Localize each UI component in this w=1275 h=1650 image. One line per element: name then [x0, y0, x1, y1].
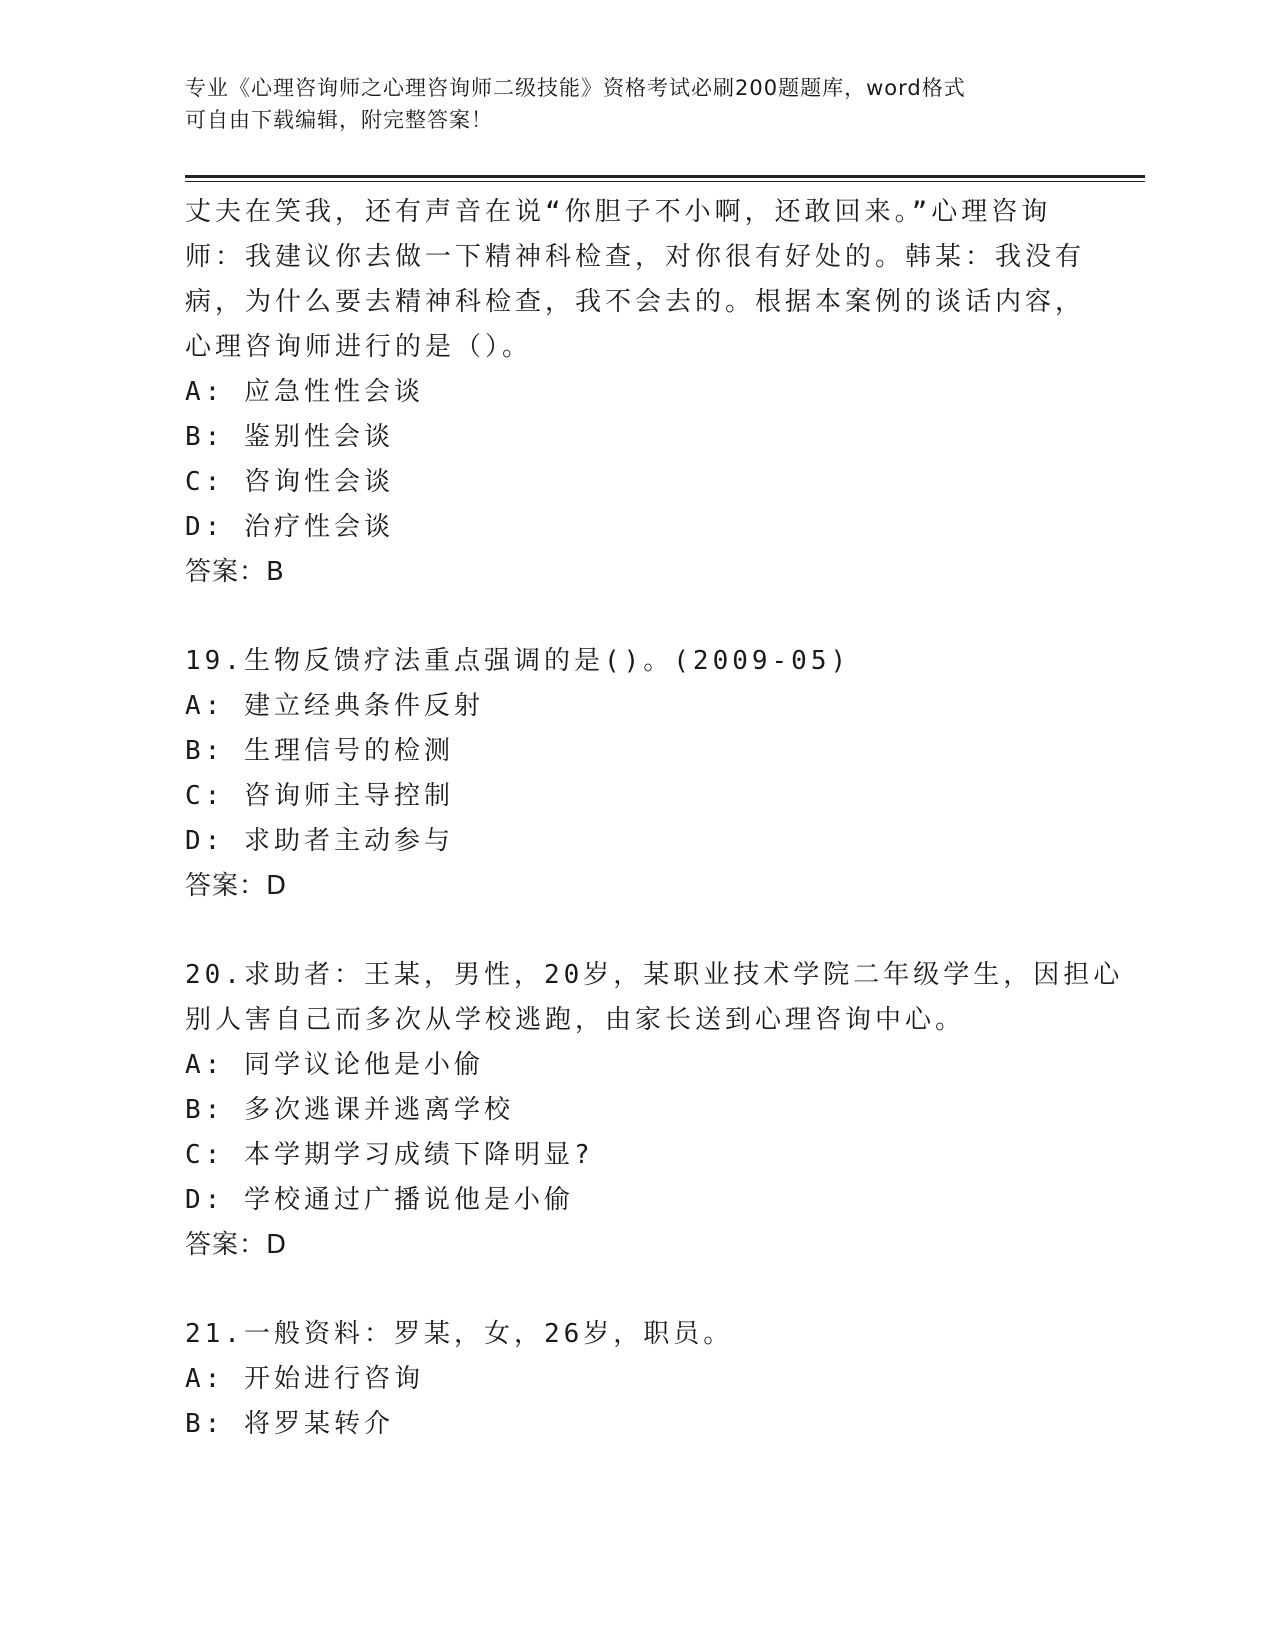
header-divider-thick [185, 175, 1145, 178]
header-divider-thin [185, 181, 1145, 182]
spacer [185, 595, 1085, 639]
spacer [185, 909, 1085, 953]
answer-label: 答案：B [185, 557, 285, 587]
option-b: B: 鉴别性会谈 [185, 422, 394, 452]
question-text-line: 19.生物反馈疗法重点强调的是()。(2009-05) [185, 646, 851, 676]
question-20 [185, 953, 1124, 1268]
question-text-line: 20.求助者：王某，男性，20岁，某职业技术学院二年级学生，因担心 [185, 960, 1124, 990]
question-list [185, 190, 1124, 1447]
question-text-line: 21.一般资料：罗某，女，26岁，职员。 [185, 1319, 734, 1349]
option-c: C: 本学期学习成绩下降明显? [185, 1140, 594, 1170]
option-c: C: 咨询师主导控制 [185, 781, 454, 811]
option-d: D: 治疗性会谈 [185, 512, 394, 542]
option-b: B: 生理信号的检测 [185, 736, 454, 766]
question-19 [185, 639, 1085, 909]
spacer [185, 1268, 1085, 1312]
question-text-line: 别人害自己而多次从学校逃跑，由家长送到心理咨询中心。 [185, 1005, 966, 1035]
option-a: A: 同学议论他是小偷 [185, 1050, 484, 1080]
question-21 [185, 1312, 1085, 1447]
answer-label: 答案：D [185, 1230, 288, 1260]
option-b: B: 多次逃课并逃离学校 [185, 1095, 514, 1125]
option-b: B: 将罗某转介 [185, 1409, 394, 1439]
answer-label: 答案：D [185, 871, 288, 901]
header-line-1: 专业《心理咨询师之心理咨询师二级技能》资格考试必刷200题题库，word格式 [185, 76, 966, 100]
option-a: A: 开始进行咨询 [185, 1364, 424, 1394]
option-a: A: 应急性性会谈 [185, 377, 424, 407]
option-d: D: 求助者主动参与 [185, 826, 454, 856]
option-a: A: 建立经典条件反射 [185, 691, 484, 721]
option-c: C: 咨询性会谈 [185, 467, 394, 497]
header-line-2: 可自由下载编辑，附完整答案！ [185, 108, 493, 132]
question-text-line: 心理咨询师进行的是（）。 [185, 332, 533, 362]
question-text-line: 师：我建议你去做一下精神科检查，对你很有好处的。韩某：我没有 [185, 242, 1086, 272]
question-text-line: 病，为什么要去精神科检查，我不会去的。根据本案例的谈话内容， [185, 287, 1086, 317]
option-d: D: 学校通过广播说他是小偷 [185, 1185, 574, 1215]
question-text-line: 丈夫在笑我，还有声音在说“你胆子不小啊，还敢回来。”心理咨询 [185, 197, 1052, 227]
document-header [185, 72, 1065, 136]
question-18 [185, 190, 1085, 595]
